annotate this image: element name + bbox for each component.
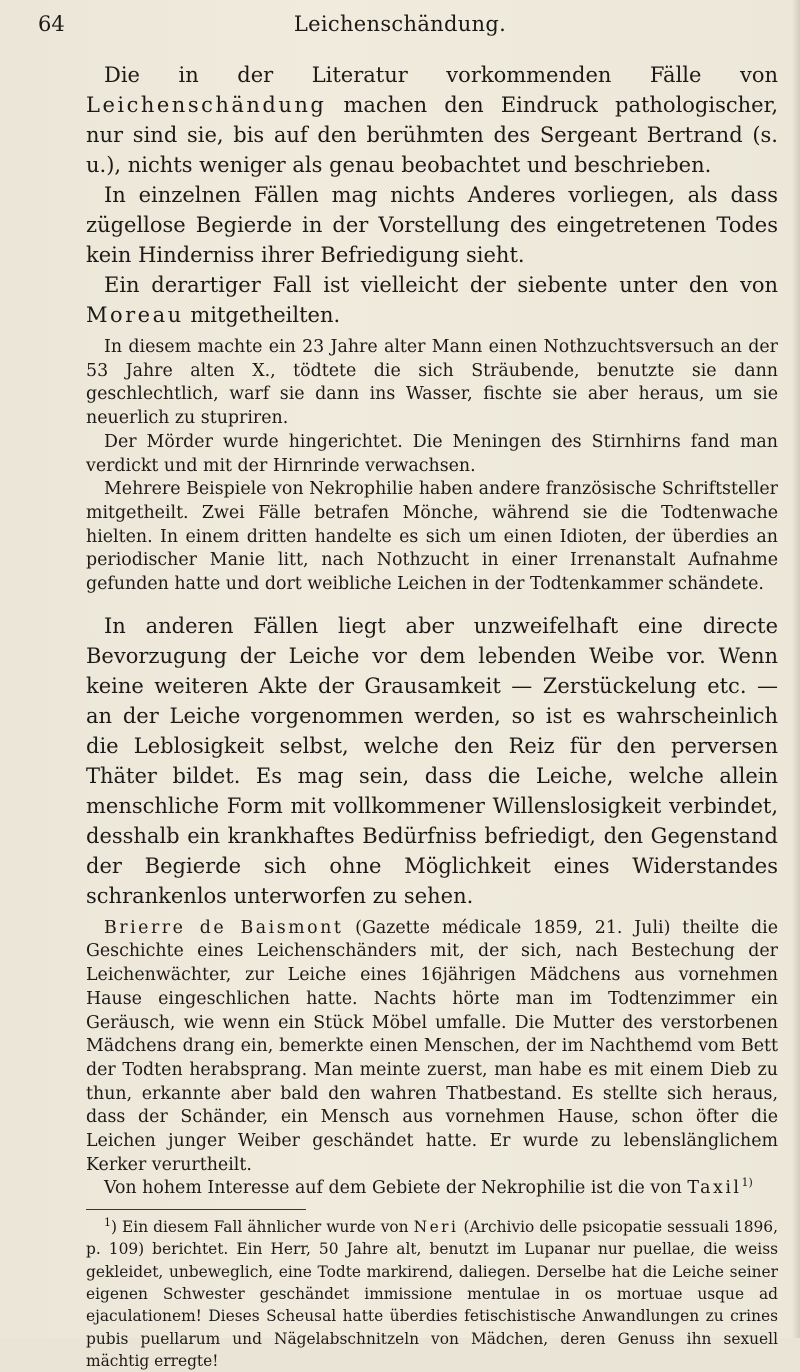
running-head: Leichenschändung. (293, 12, 507, 36)
paragraph: Mehrere Beispiele von Nekrophilie haben andere französische Schriftsteller mitgetheilt. Zwei Fälle betrafen Mönche, während sie die Todtenwache hielten. In einem dritten handelte es sich um einen Idioten, der überdies an periodischer Manie litt, nach Nothzucht in einer Irrenanstalt Aufnahme gefunden hatte und dort weibliche Leichen in der Todtenkammer schändete. (86, 479, 778, 595)
author-name: Moreau (86, 303, 184, 327)
page-body (86, 60, 778, 1372)
author-name: Neri (413, 1218, 459, 1237)
paragraph: In diesem machte ein 23 Jahre alter Mann einen Nothzuchtsversuch an der 53 Jahre alten X., tödtete die sich Sträubende, benutzte sie dann geschlechtlich, warf sie dann ins Wasser, fischte sie aber heraus, um sie neuerlich zu stupriren. (86, 337, 778, 429)
spaced-term: Leichenschändung (86, 93, 327, 117)
main-text-block-1 (86, 60, 778, 330)
footnote (86, 1216, 778, 1372)
paragraph: Brierre de Baismont (Gazette médicale 1859, 21. Juli) theilte die Geschichte eines Leichenschänders mit, der sich, nach Bestechung der Leichenwächter, zur Leiche eines 16jährigen Mädchens aus vornehmen Hause eingeschlichen hatte. Nachts hörte man im Todtenzimmer ein Geräusch, wie wenn ein Stück Möbel umfalle. Die Mutter des verstorbenen Mädchens drang ein, bemerkte einen Menschen, der im Nachthemd vom Bett der Todten herabsprang. Man meinte zuerst, man habe es mit einem Dieb zu thun, erkannte aber bald den wahren Thatbestand. Es stellte sich heraus, dass der Schänder, ein Mensch aus vornehmen Hause, schon öfter die Leichen junger Weiber geschändet hatte. Er wurde zu lebenslänglichem Kerker verurtheilt. (86, 917, 778, 1175)
paragraph: Der Mörder wurde hingerichtet. Die Meningen des Stirnhirns fand man verdickt und mit der Hirnrinde verwachsen. (86, 431, 778, 476)
footnote-divider (86, 1209, 306, 1210)
footnote-ref: 1) (741, 1176, 753, 1190)
footnote-text: $^1$) Ein diesem Fall ähnlicher wurde von Neri (Archivio delle psicopatie sessuali 1896, p. 109) berichtet. Ein Herr, 50 Jahre alt, benutzt im Lupanar nur puellae, die weiss gekleidet, unbeweglich, eine Todte markirend, daliegen. Derselbe hat die Leiche seiner eigenen Schwester geschändet immissione mentulae in os mortuae usque ad ejaculationem! Dieses Scheusal hatte überdies fetischistische Anwandlungen zu crines pubis puellarum und Nägelabschnitzeln von Mädchen, deren Genuss ihn sexuell mächtig erregte! (86, 1216, 778, 1370)
paragraph: Von hohem Interesse auf dem Gebiete der Nekrophilie ist die von Taxil$^{1)}$ (104, 1176, 753, 1199)
paragraph: Ein derartiger Fall ist vielleicht der siebente unter den von Moreau mitgetheilten. (86, 273, 778, 327)
page-number: 64 (38, 12, 65, 36)
page-edge-shadow (792, 0, 800, 1338)
page-header (30, 8, 770, 48)
author-name: Taxil (687, 1178, 742, 1199)
paragraph: In einzelnen Fällen mag nichts Anderes vorliegen, als dass zügellose Begierde in der Vorstellung des eingetretenen Todes kein Hinderniss ihrer Befriedigung sieht. (86, 183, 778, 267)
footnote-mark: 1 (104, 1216, 111, 1230)
case-text-block-1 (86, 336, 778, 597)
case-text-block-2 (86, 917, 778, 1201)
paragraph: In anderen Fällen liegt aber unzweifelhaft eine directe Bevorzugung der Leiche vor dem lebenden Weibe vor. Wenn keine weiteren Akte der Grausamkeit — Zerstückelung etc. — an der Leiche vorgenommen werden, so ist es wahrscheinlich die Leblosigkeit selbst, welche den Reiz für den perversen Thäter bildet. Es mag sein, dass die Leiche, welche allein menschliche Form mit vollkommener Willenslosigkeit verbindet, desshalb ein krankhaftes Bedürfniss befriedigt, den Gegenstand der Begierde sich ohne Möglichkeit eines Widerstandes schrankenlos unterworfen zu sehen. (86, 613, 778, 908)
author-name: Brierre de Baismont (104, 917, 344, 938)
main-text-block-2 (86, 611, 778, 911)
paragraph: Die in der Literatur vorkommenden Fälle von Leichenschändung machen den Eindruck pathologischer, nur sind sie, bis auf den berühmten des Sergeant Bertrand (s. u.), nichts weniger als genau beobachtet und beschrieben. (86, 63, 778, 177)
